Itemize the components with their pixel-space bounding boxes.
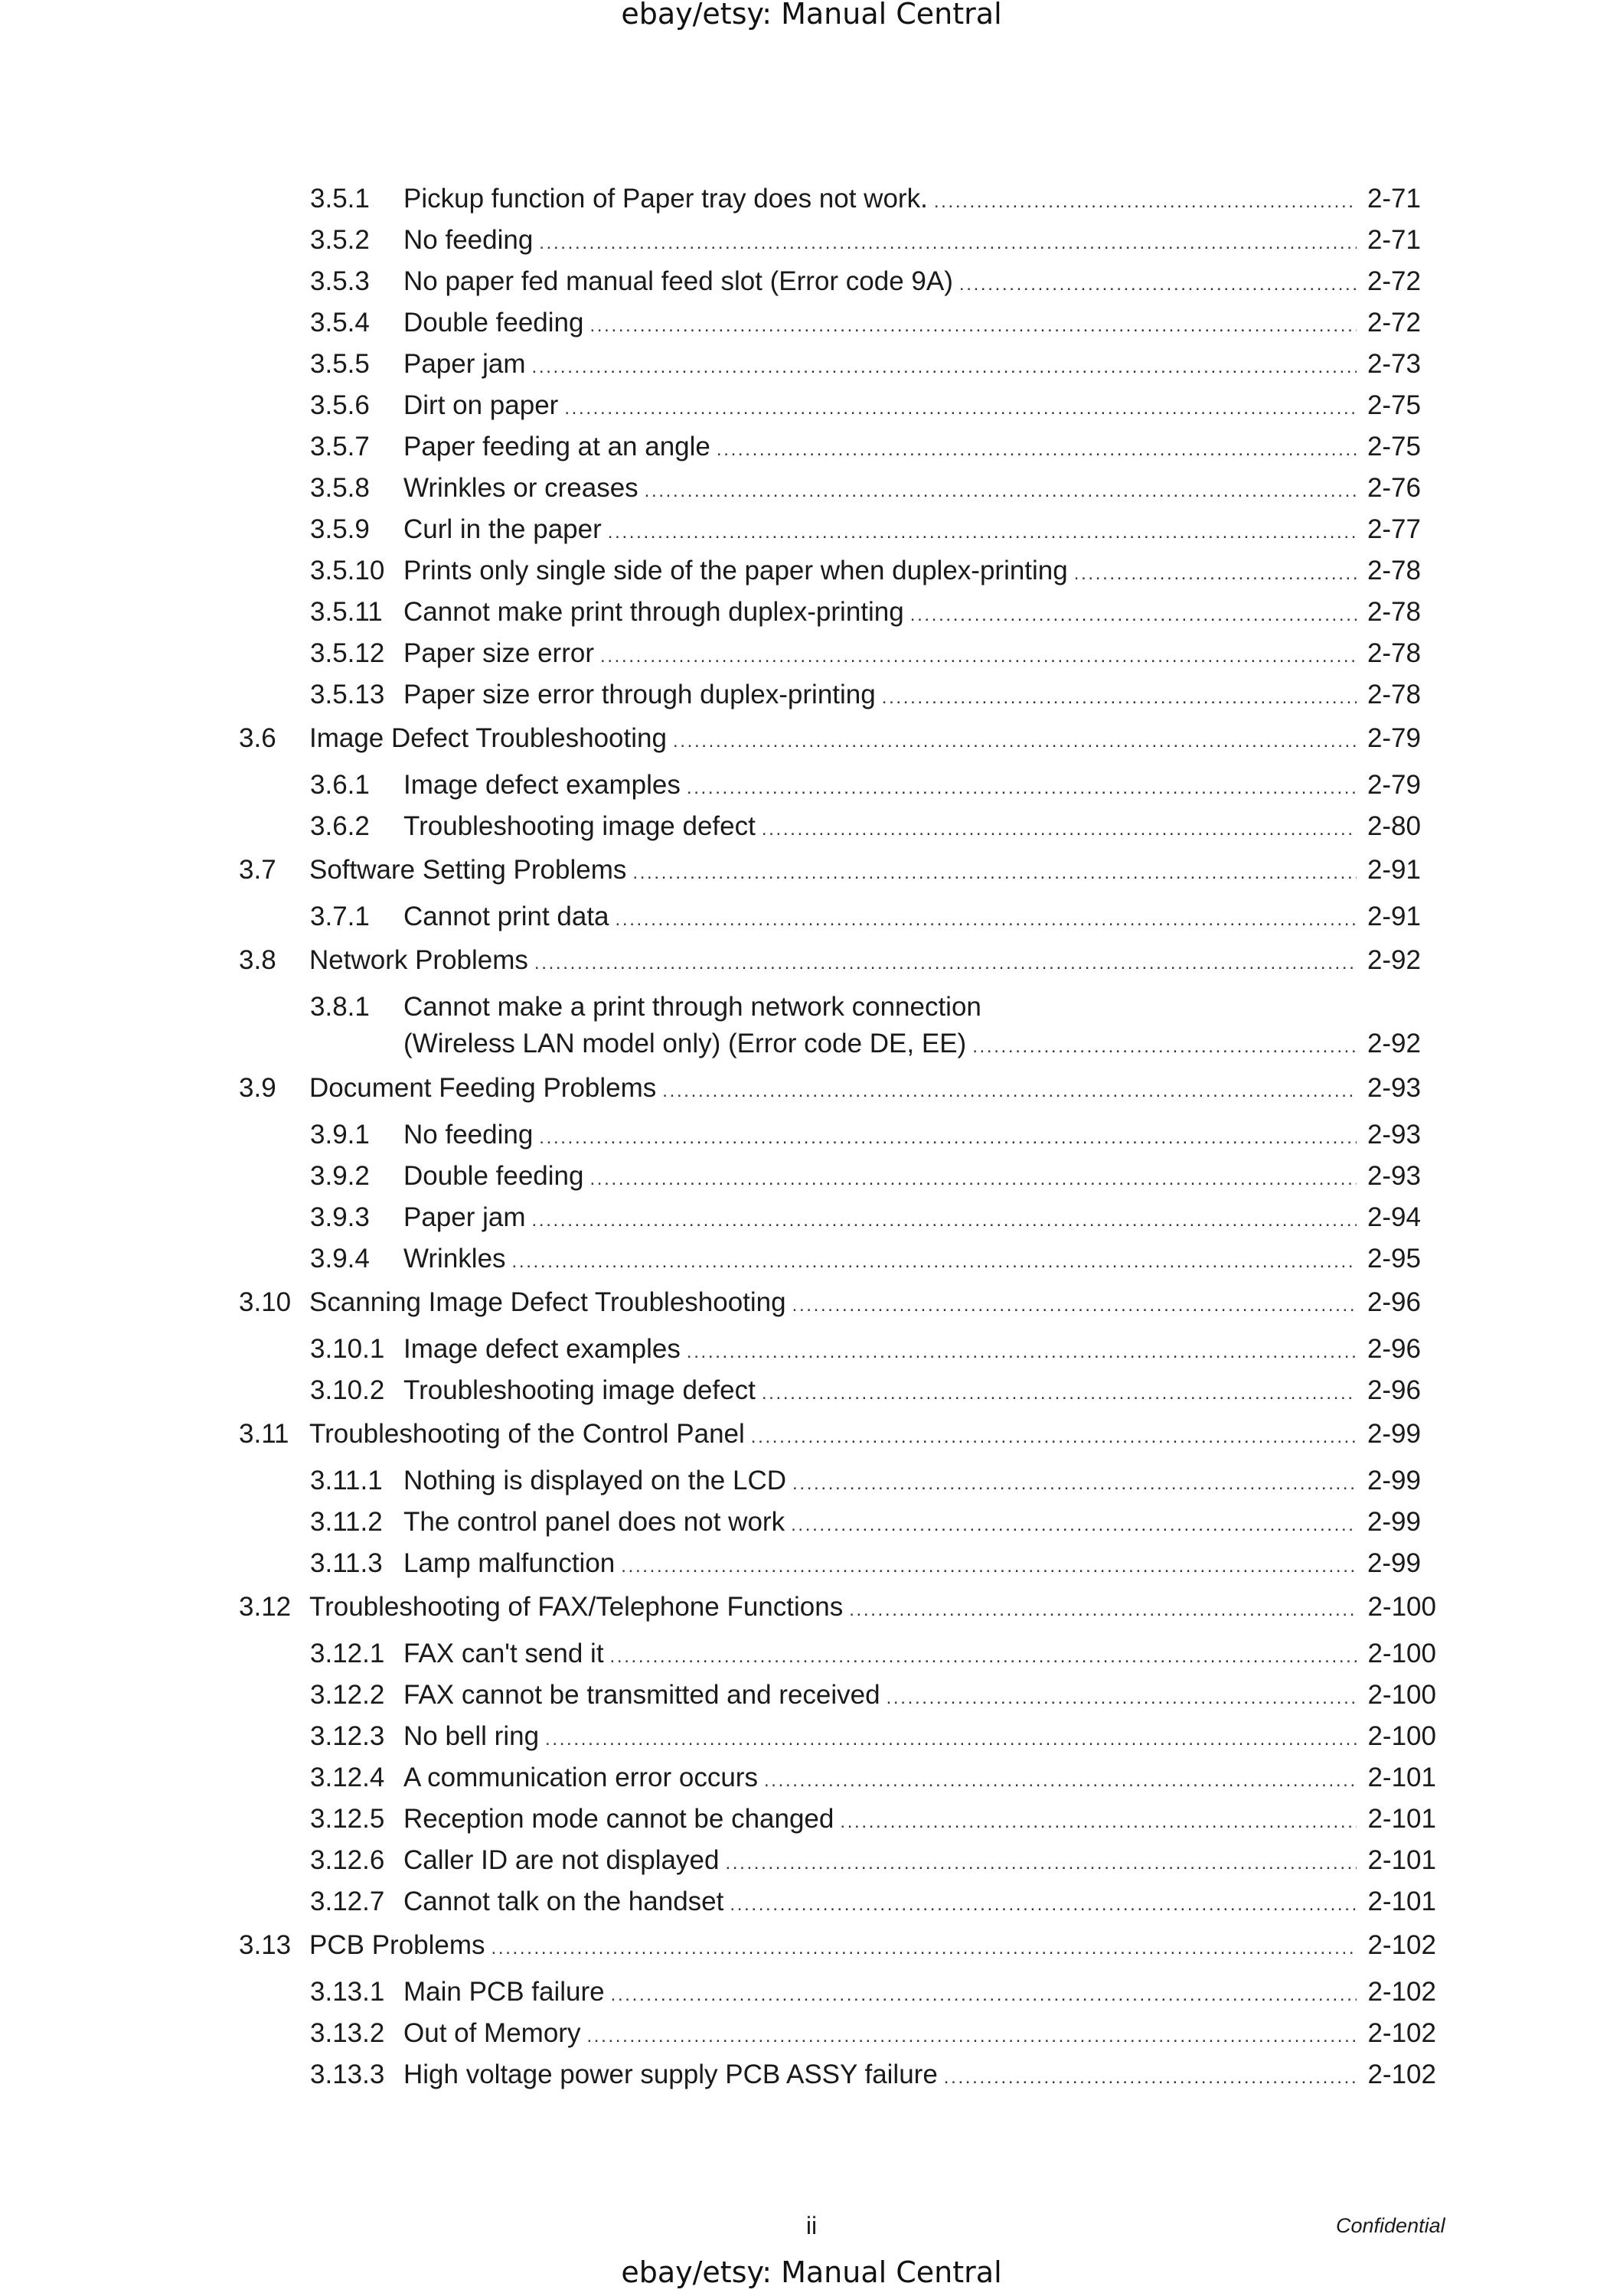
toc-leader-dots (610, 1636, 1357, 1675)
toc-title: Cannot make print through duplex-printing (403, 597, 904, 627)
watermark-bottom: ebay/etsy: Manual Central (621, 2255, 1002, 2289)
toc-number: 3.13.3 (310, 2060, 385, 2089)
toc-leader-dots (532, 346, 1357, 386)
toc-title: Image defect examples (403, 770, 681, 800)
toc-number: 3.12.7 (310, 1887, 385, 1916)
toc-subsection-entry[interactable] (310, 989, 1421, 1062)
toc-section-entry[interactable] (239, 1284, 1421, 1321)
toc-leader-dots (934, 181, 1357, 220)
toc-title: Nothing is displayed on the LCD (403, 1466, 787, 1495)
toc-number: 3.6.2 (310, 811, 370, 841)
toc-subsection-entry[interactable] (310, 2056, 1436, 2093)
toc-page-number: 2-99 (1367, 1507, 1421, 1537)
toc-number: 3.11 (239, 1419, 289, 1449)
toc-number: 3.6.1 (310, 770, 370, 800)
toc-title: No feeding (403, 225, 534, 255)
toc-number: 3.11.3 (310, 1548, 383, 1578)
toc-leader-dots (792, 1284, 1357, 1324)
toc-title: Double feeding (403, 308, 584, 338)
toc-subsection-entry[interactable] (310, 1974, 1436, 2011)
toc-page-number: 2-101 (1367, 1845, 1436, 1875)
confidential-label: Confidential (1336, 2214, 1445, 2237)
toc-number: 3.9.2 (310, 1161, 370, 1191)
toc-section-entry[interactable] (239, 942, 1421, 979)
toc-number: 3.9.1 (310, 1120, 370, 1150)
toc-section-entry[interactable] (239, 1927, 1436, 1964)
toc-subsection-entry[interactable] (310, 1331, 1421, 1368)
toc-title: Paper jam (403, 349, 526, 379)
toc-number: 3.8.1 (310, 992, 370, 1022)
toc-leader-dots (717, 429, 1357, 468)
toc-page-number: 2-78 (1367, 680, 1421, 709)
toc-page-number: 2-102 (1367, 1930, 1436, 1960)
toc-subsection-entry[interactable] (310, 677, 1421, 713)
toc-title: Reception mode cannot be changed (403, 1804, 834, 1834)
toc-title: Dirt on paper (403, 390, 559, 420)
toc-page-number: 2-99 (1367, 1466, 1421, 1495)
toc-title: PCB Problems (309, 1930, 485, 1960)
toc-title: The control panel does not work (403, 1507, 785, 1537)
toc-subsection-entry[interactable] (310, 1545, 1421, 1582)
toc-subsection-entry[interactable] (310, 1158, 1421, 1195)
toc-page-number: 2-101 (1367, 1763, 1436, 1792)
toc-leader-dots (887, 1677, 1357, 1717)
toc-title-continued: (Wireless LAN model only) (Error code DE, EE) (403, 1029, 967, 1058)
toc-title: Cannot make a print through network connection (403, 992, 981, 1022)
toc-number: 3.5.9 (310, 514, 370, 544)
toc-page-number: 2-72 (1367, 308, 1421, 338)
toc-page-number: 2-99 (1367, 1548, 1421, 1578)
toc-title: Pickup function of Paper tray does not work. (403, 184, 928, 214)
toc-leader-dots (751, 1416, 1357, 1456)
toc-title: Caller ID are not displayed (403, 1845, 720, 1875)
toc-title: No feeding (403, 1120, 534, 1150)
watermark-top: ebay/etsy: Manual Central (621, 0, 1002, 31)
toc-subsection-entry[interactable] (310, 594, 1421, 631)
toc-section-entry[interactable] (239, 720, 1421, 757)
toc-page-number: 2-93 (1367, 1161, 1421, 1191)
toc-title: Wrinkles (403, 1244, 506, 1274)
toc-title: Cannot print data (403, 902, 609, 931)
toc-subsection-entry[interactable] (310, 470, 1421, 507)
toc-subsection-entry[interactable] (310, 1199, 1421, 1236)
toc-subsection-entry[interactable] (310, 1636, 1436, 1672)
toc-leader-dots (539, 222, 1357, 262)
toc-subsection-entry[interactable] (310, 429, 1421, 465)
toc-page-number: 2-100 (1367, 1639, 1436, 1668)
toc-title: Cannot talk on the handset (403, 1887, 724, 1916)
toc-subsection-entry[interactable] (310, 222, 1421, 259)
toc-leader-dots (616, 899, 1357, 938)
toc-page-number: 2-102 (1367, 2018, 1436, 2048)
toc-leader-dots (687, 1331, 1357, 1371)
toc-leader-dots (512, 1241, 1357, 1280)
toc-subsection-entry[interactable] (310, 1883, 1436, 1920)
toc-page-number: 2-100 (1367, 1592, 1436, 1622)
toc-subsection-entry[interactable] (310, 263, 1421, 300)
toc-number: 3.12 (239, 1592, 292, 1622)
toc-title: Lamp malfunction (403, 1548, 616, 1578)
toc-subsection-entry[interactable] (310, 305, 1421, 341)
toc-leader-dots (589, 305, 1356, 344)
toc-leader-dots (564, 387, 1357, 427)
toc-page-number: 2-71 (1367, 225, 1421, 255)
toc-number: 3.10.2 (310, 1375, 385, 1405)
toc-leader-dots (791, 1504, 1357, 1544)
toc-page-number: 2-78 (1367, 597, 1421, 627)
toc-number: 3.5.12 (310, 638, 385, 668)
toc-page-number: 2-80 (1367, 811, 1421, 841)
toc-title: High voltage power supply PCB ASSY failure (403, 2060, 938, 2089)
toc-leader-dots (491, 1927, 1357, 1967)
toc-subsection-entry[interactable] (310, 181, 1421, 217)
toc-number: 3.12.4 (310, 1763, 385, 1792)
toc-number: 3.5.7 (310, 432, 370, 461)
toc-page-number: 2-93 (1367, 1120, 1421, 1150)
toc-title: Paper size error (403, 638, 594, 668)
toc-title: Image defect examples (403, 1334, 681, 1364)
toc-subsection-entry[interactable] (310, 387, 1421, 424)
toc-leader-dots (840, 1801, 1357, 1841)
toc-subsection-entry[interactable] (310, 1241, 1421, 1277)
toc-number: 3.5.10 (310, 556, 385, 585)
toc-number: 3.13.2 (310, 2018, 385, 2048)
toc-title: FAX cannot be transmitted and received (403, 1680, 880, 1710)
toc-number: 3.5.1 (310, 184, 370, 214)
toc-leader-dots (944, 2056, 1357, 2096)
toc-subsection-entry[interactable] (310, 553, 1421, 589)
toc-leader-dots (532, 1199, 1357, 1239)
toc-title: Troubleshooting image defect (403, 811, 756, 841)
toc-leader-dots (608, 511, 1357, 551)
toc-title: Software Setting Problems (309, 855, 627, 885)
toc-subsection-entry[interactable] (310, 1677, 1436, 1714)
toc-number: 3.11.1 (310, 1466, 383, 1495)
toc-number: 3.5.2 (310, 225, 370, 255)
toc-section-entry[interactable] (239, 1416, 1421, 1453)
toc-leader-dots (621, 1545, 1357, 1585)
toc-leader-dots (725, 1842, 1357, 1882)
toc-number: 3.8 (239, 945, 276, 975)
toc-subsection-entry[interactable] (310, 2015, 1436, 2052)
toc-leader-dots (539, 1117, 1357, 1156)
toc-title: Out of Memory (403, 2018, 581, 2048)
toc-leader-dots (586, 2015, 1357, 2055)
toc-title: No paper fed manual feed slot (Error code 9A) (403, 266, 953, 296)
toc-page-number: 2-101 (1367, 1804, 1436, 1834)
toc-title: A communication error occurs (403, 1763, 758, 1792)
toc-title: Paper feeding at an angle (403, 432, 710, 461)
toc-page-number: 2-93 (1367, 1073, 1421, 1103)
toc-title: Scanning Image Defect Troubleshooting (309, 1287, 786, 1317)
toc-subsection-entry[interactable] (310, 346, 1421, 383)
toc-number: 3.5.5 (310, 349, 370, 379)
toc-subsection-entry[interactable] (310, 1801, 1436, 1838)
toc-subsection-entry[interactable] (310, 1760, 1436, 1796)
toc-page-number: 2-75 (1367, 390, 1421, 420)
toc-number: 3.6 (239, 723, 276, 753)
toc-leader-dots (632, 852, 1357, 892)
toc-title: Double feeding (403, 1161, 584, 1191)
toc-subsection-entry[interactable] (310, 635, 1421, 672)
toc-number: 3.13 (239, 1930, 292, 1960)
toc-number: 3.10.1 (310, 1334, 385, 1364)
toc-subsection-entry[interactable] (310, 767, 1421, 804)
toc-title: Wrinkles or creases (403, 473, 638, 503)
toc-page-number: 2-100 (1367, 1721, 1436, 1751)
toc-subsection-entry[interactable] (310, 511, 1421, 548)
toc-leader-dots (972, 1026, 1357, 1065)
toc-number: 3.9.4 (310, 1244, 370, 1274)
toc-leader-dots (882, 677, 1357, 716)
toc-subsection-entry[interactable] (310, 1463, 1421, 1499)
toc-page-number: 2-91 (1367, 855, 1421, 885)
toc-number: 3.7 (239, 855, 276, 885)
toc-leader-dots (600, 635, 1357, 675)
toc-page-number: 2-79 (1367, 770, 1421, 800)
toc-section-entry[interactable] (239, 852, 1421, 889)
toc-leader-dots (673, 720, 1357, 760)
toc-page-number: 2-96 (1367, 1334, 1421, 1364)
toc-leader-dots (730, 1883, 1357, 1923)
toc-title: Prints only single side of the paper when duplex-printing (403, 556, 1068, 585)
toc-page-number: 2-100 (1367, 1680, 1436, 1710)
toc-leader-dots (762, 1372, 1357, 1412)
toc-title: Troubleshooting image defect (403, 1375, 756, 1405)
toc-number: 3.12.3 (310, 1721, 385, 1751)
page-number: ii (805, 2212, 818, 2239)
toc-title: Document Feeding Problems (309, 1073, 657, 1103)
toc-page-number: 2-73 (1367, 349, 1421, 379)
toc-subsection-entry[interactable] (310, 808, 1421, 845)
toc-number: 3.9 (239, 1073, 276, 1103)
toc-title: Paper size error through duplex-printing (403, 680, 876, 709)
toc-page-number: 2-72 (1367, 266, 1421, 296)
toc-page-number: 2-91 (1367, 902, 1421, 931)
toc-number: 3.5.6 (310, 390, 370, 420)
toc-number: 3.7.1 (310, 902, 370, 931)
toc-number: 3.5.8 (310, 473, 370, 503)
toc-leader-dots (1074, 553, 1357, 592)
toc-title: No bell ring (403, 1721, 540, 1751)
toc-subsection-entry[interactable] (310, 1117, 1421, 1153)
toc-number: 3.5.4 (310, 308, 370, 338)
toc-title: Troubleshooting of the Control Panel (309, 1419, 745, 1449)
toc-title: Troubleshooting of FAX/Telephone Functions (309, 1592, 844, 1622)
toc-number: 3.5.13 (310, 680, 385, 709)
toc-subsection-entry[interactable] (310, 1718, 1436, 1755)
toc-number: 3.11.2 (310, 1507, 383, 1537)
toc-number: 3.12.5 (310, 1804, 385, 1834)
toc-leader-dots (687, 767, 1357, 807)
toc-leader-dots (662, 1070, 1357, 1110)
toc-leader-dots (764, 1760, 1357, 1799)
toc-leader-dots (849, 1589, 1357, 1629)
toc-number: 3.12.6 (310, 1845, 385, 1875)
toc-page-number: 2-99 (1367, 1419, 1421, 1449)
toc-leader-dots (645, 470, 1357, 510)
toc-page-number: 2-92 (1367, 945, 1421, 975)
toc-page-number: 2-96 (1367, 1287, 1421, 1317)
toc-section-entry[interactable] (239, 1070, 1421, 1107)
toc-leader-dots (959, 263, 1357, 303)
toc-number: 3.10 (239, 1287, 292, 1317)
toc-title: Image Defect Troubleshooting (309, 723, 667, 753)
toc-page-number: 2-79 (1367, 723, 1421, 753)
toc-leader-dots (545, 1718, 1357, 1758)
toc-number: 3.12.1 (310, 1639, 385, 1668)
toc-page-number: 2-92 (1367, 1029, 1421, 1058)
toc-subsection-entry[interactable] (310, 1372, 1421, 1409)
toc-leader-dots (910, 594, 1357, 634)
toc-title: Curl in the paper (403, 514, 602, 544)
toc-page-number: 2-101 (1367, 1887, 1436, 1916)
toc-page-number: 2-96 (1367, 1375, 1421, 1405)
toc-subsection-entry[interactable] (310, 1842, 1436, 1879)
toc-title: Paper jam (403, 1202, 526, 1232)
toc-page-number: 2-78 (1367, 638, 1421, 668)
toc-page-number: 2-102 (1367, 2060, 1436, 2089)
toc-title: FAX can't send it (403, 1639, 604, 1668)
toc-subsection-entry[interactable] (310, 899, 1421, 935)
toc-page-number: 2-71 (1367, 184, 1421, 214)
toc-page-number: 2-102 (1367, 1977, 1436, 2007)
toc-page-number: 2-77 (1367, 514, 1421, 544)
toc-page-number: 2-76 (1367, 473, 1421, 503)
toc-number: 3.9.3 (310, 1202, 370, 1232)
toc-page-number: 2-75 (1367, 432, 1421, 461)
toc-number: 3.5.11 (310, 597, 383, 627)
toc-leader-dots (762, 808, 1357, 848)
toc-section-entry[interactable] (239, 1589, 1436, 1626)
toc-page-number: 2-94 (1367, 1202, 1421, 1232)
toc-title: Network Problems (309, 945, 528, 975)
toc-title: Main PCB failure (403, 1977, 605, 2007)
toc-number: 3.12.2 (310, 1680, 385, 1710)
toc-number: 3.13.1 (310, 1977, 385, 2007)
toc-number: 3.5.3 (310, 266, 370, 296)
toc-leader-dots (792, 1463, 1357, 1502)
toc-subsection-entry[interactable] (310, 1504, 1421, 1541)
toc-leader-dots (534, 942, 1357, 982)
toc-leader-dots (611, 1974, 1357, 2014)
toc-page-number: 2-95 (1367, 1244, 1421, 1274)
toc-leader-dots (589, 1158, 1356, 1198)
toc-page-number: 2-78 (1367, 556, 1421, 585)
